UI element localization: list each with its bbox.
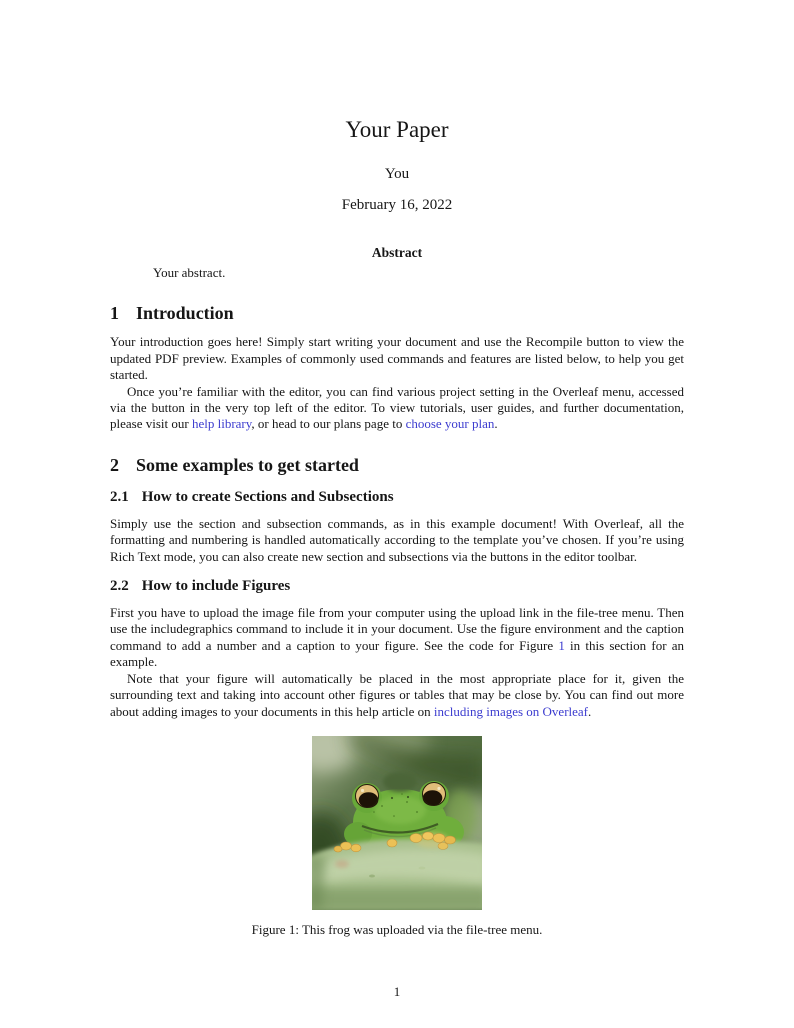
paper-title: Your Paper [345,117,449,142]
paper-author: You [384,166,410,182]
figure-1-caption: Figure 1: This frog was uploaded via the file-tree menu. [251,921,543,937]
paragraph-text: First you have to upload the image file from your computer using the upload link in the file-tree menu. Then use the includegraphics command to include it in your document. Use the figure environment and the caption command to add a number and a caption to your figure. See the code for Figure [110,605,684,653]
figures-paragraph-1 [110,605,684,671]
paragraph-text: Once you’re familiar with the editor, you can find various project setting in the Overleaf menu, accessed via the button in the very top left of the editor. To view tutorials, user guides, and further documentation, please visit our [110,383,684,432]
frog-photo [312,736,482,910]
page-number: 1 [393,984,401,999]
paragraph-text: . [588,703,592,719]
abstract-text: Your abstract. [153,265,226,280]
including-images-link[interactable]: including images on Overleaf [433,703,589,719]
section-title: Some examples to get started [136,454,359,475]
sections-paragraph: Simply use the section and subsection commands, as in this example document! With Overleaf, all the formatting and numbering is handled automatically according to the template you’ve chosen. If you’re using Rich Text mode, you can also create new section and subsections via the buttons in the editor toolbar. [110,515,684,564]
section-1-heading [110,303,684,324]
paragraph-text: Note that your figure will automatically be placed in the most appropriate place for it, given the surrounding text and taking into account other figures or tables that may be close by. You can find out more about adding images to your documents in this help article on [110,670,684,719]
subsection-title: How to create Sections and Subsections [141,488,394,505]
paragraph-text: in this section for an example. [110,637,685,670]
abstract-heading: Abstract [371,245,423,260]
paragraph-text: , or head to our plans page to [251,416,406,432]
help-library-link[interactable]: help library [191,416,252,432]
subsection-2-1-heading [110,488,684,506]
choose-your-plan-link[interactable]: choose your plan [405,416,495,432]
figure-1 [110,736,684,910]
figure-1-reference-link[interactable]: 1 [558,637,565,653]
intro-paragraph-2 [110,384,684,433]
subsection-title: How to include Figures [141,578,291,595]
paper-date: February 16, 2022 [341,197,453,213]
section-title: Introduction [136,303,234,324]
section-number: 1 [110,303,119,324]
subsection-number: 2.2 [110,578,129,595]
paragraph-text: . [494,416,498,432]
figures-paragraph-2 [110,671,684,720]
subsection-number: 2.1 [110,488,129,505]
intro-paragraph-1: Your introduction goes here! Simply start writing your document and use the Recompile button to view the updated PDF preview. Examples of commonly used commands and features are listed below, to help you get started. [110,334,684,383]
section-2-heading [110,455,684,476]
section-number: 2 [110,454,119,475]
subsection-2-2-heading [110,577,684,595]
